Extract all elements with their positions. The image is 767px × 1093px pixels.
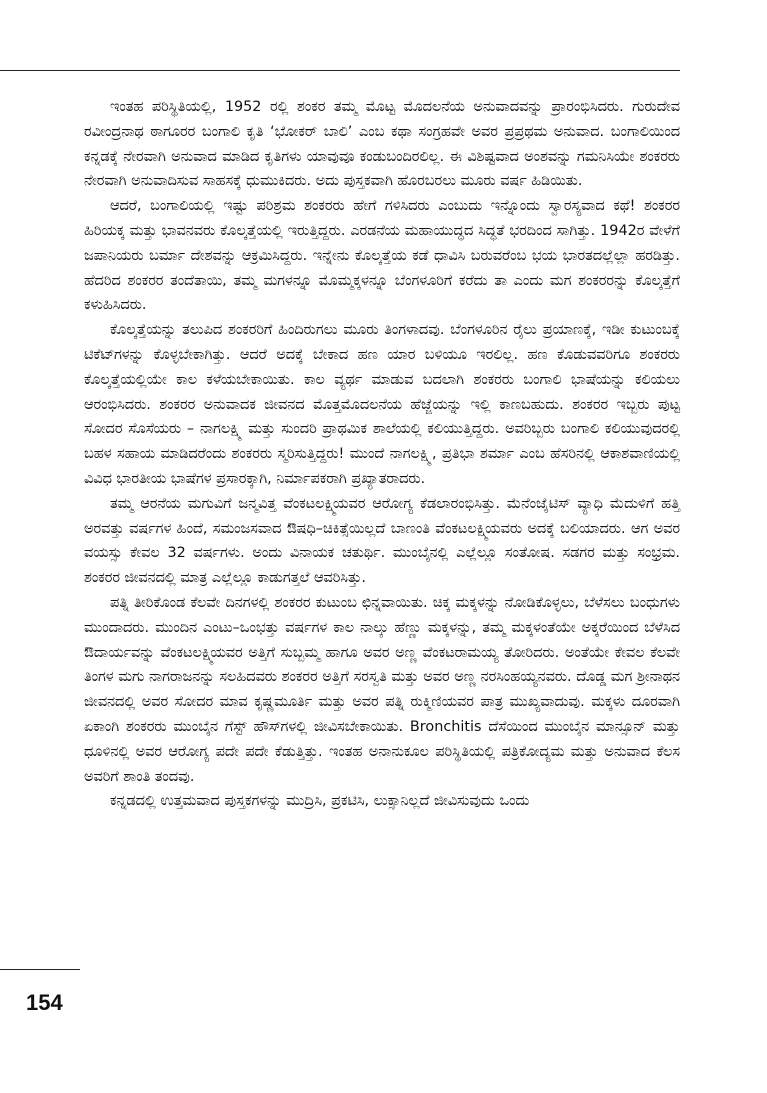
- paragraph-5: ಪತ್ನಿ ತೀರಿಕೊಂಡ ಕೆಲವೇ ದಿನಗಳಲ್ಲಿ ಶಂಕರರ ಕುಟುಂಬ ಛಿನ್ನವಾಯಿತು. ಚಿಕ್ಕ ಮಕ್ಕಳನ್ನು ನೋಡಿಕೊಳ್ಳಲು, ಬೆಳೆಸಲು ಬಂಧುಗಳು ಮುಂದಾದರು. ಮುಂದಿನ ಎಂಟು–ಒಂಭತ್ತು ವರ್ಷಗಳ ಕಾಲ ನಾಲ್ಕು ಹೆಣ್ಣು ಮಕ್ಕಳನ್ನು, ತಮ್ಮ ಮಕ್ಕಳಂತೆಯೇ ಅಕ್ಕರೆಯಿಂದ ಬೆಳೆಸಿದ ಔದಾರ್ಯವನ್ನು ವೆಂಕಟಲಕ್ಷ್ಮಿಯವರ ಅತ್ತಿಗೆ ಸುಬ್ಬಮ್ಮ ಹಾಗೂ ಅವರ ಅಣ್ಣ ವೆಂಕಟರಾಮಯ್ಯ ತೋರಿದರು. ಅಂತೆಯೇ ಕೇವಲ ಕೆಲವೇ ತಿಂಗಳ ಮಗು ನಾಗರಾಜನನ್ನು ಸಲಹಿದವರು ಶಂಕರರ ಅತ್ತಿಗೆ ಸರಸ್ವತಿ ಮತ್ತು ಅವರ ಅಣ್ಣ ನರಸಿಂಹಯ್ಯನವರು. ದೊಡ್ಡ ಮಗ ಶ್ರೀನಾಥನ ಜೀವನದಲ್ಲಿ ಅವರ ಸೋದರ ಮಾವ ಕೃಷ್ಣಮೂರ್ತಿ ಮತ್ತು ಅವರ ಪತ್ನಿ ರುಕ್ಮಿಣಿಯವರ ಪಾತ್ರ ಮುಖ್ಯವಾದುವು. ಮಕ್ಕಳು ದೂರವಾಗಿ ಏಕಾಂಗಿ ಶಂಕರರು ಮುಂಬೈನ ಗೆಸ್ಟ್ ಹೌಸ್‍ಗಳಲ್ಲಿ ಜೀವಿಸಬೇಕಾಯಿತು. Bronchitis ದೆಸೆಯಿಂದ ಮುಂಬೈನ ಮಾನ್ಸೂನ್ ಮತ್ತು ಧೂಳಿನಲ್ಲಿ ಅವರ ಆರೋಗ್ಯ ಪದೇ ಪದೇ ಕೆಡುತ್ತಿತ್ತು. ಇಂತಹ ಅನಾನುಕೂಲ ಪರಿಸ್ಥಿತಿಯಲ್ಲಿ ಪತ್ರಿಕೋದ್ಯಮ ಮತ್ತು ಅನುವಾದ ಕೆಲಸ ಅವರಿಗೆ ಶಾಂತಿ ತಂದವು.: [84, 594, 680, 785]
- paragraph-6: ಕನ್ನಡದಲ್ಲಿ ಉತ್ತಮವಾದ ಪುಸ್ತಕಗಳನ್ನು ಮುದ್ರಿಸಿ, ಪ್ರಕಟಿಸಿ, ಲುಕ್ಸಾನಿಲ್ಲದೆ ಜೀವಿಸುವುದು ಒಂದು: [110, 793, 530, 810]
- page-number: 154: [26, 990, 63, 1015]
- paragraph-1: ಇಂತಹ ಪರಿಸ್ಥಿತಿಯಲ್ಲಿ, 1952 ರಲ್ಲಿ ಶಂಕರ ತಮ್ಮ ಮೊಟ್ಟ ಮೊದಲನೆಯ ಅನುವಾದವನ್ನು ಪ್ರಾರಂಭಿಸಿದರು. ಗುರುದೇವ ರವೀಂದ್ರನಾಥ ಠಾಗೂರರ ಬಂಗಾಲಿ ಕೃತಿ ‘ಭೋಕರ್ ಬಾಲಿ’ ಎಂಬ ಕಥಾ ಸಂಗ್ರಹವೇ ಅವರ ಪ್ರಪ್ರಥಮ ಅನುವಾದ. ಬಂಗಾಲಿಯಿಂದ ಕನ್ನಡಕ್ಕೆ ನೇರವಾಗಿ ಅನುವಾದ ಮಾಡಿದ ಕೃತಿಗಳು ಯಾವುವೂ ಕಂಡುಬಂದಿರಲಿಲ್ಲ. ಈ ವಿಶಿಷ್ಟವಾದ ಅಂಶವನ್ನು ಗಮನಿಸಿಯೇ ಶಂಕರರು ನೇರವಾಗಿ ಅನುವಾದಿಸುವ ಸಾಹಸಕ್ಕೆ ಧುಮುಕಿದರು. ಅದು ಪುಸ್ತಕವಾಗಿ ಹೊರಬರಲು ಮೂರು ವರ್ಷ ಹಿಡಿಯಿತು.: [84, 99, 680, 190]
- page-body: [84, 95, 680, 814]
- paragraph-2: ಆದರೆ, ಬಂಗಾಲಿಯಲ್ಲಿ ಇಷ್ಟು ಪರಿಶ್ರಮ ಶಂಕರರು ಹೇಗೆ ಗಳಿಸಿದರು ಎಂಬುದು ಇನ್ನೊಂದು ಸ್ವಾರಸ್ಯವಾದ ಕಥೆ! ಶಂಕರರ ಹಿರಿಯಕ್ಕ ಮತ್ತು ಭಾವನವರು ಕೊಲ್ಕತ್ತೆಯಲ್ಲಿ ಇರುತ್ತಿದ್ದರು. ಎರಡನೆಯ ಮಹಾಯುದ್ಧದ ಸಿದ್ಧತೆ ಭರದಿಂದ ಸಾಗಿತ್ತು. 1942ರ ವೇಳೆಗೆ ಜಪಾನಿಯರು ಬರ್ಮಾ ದೇಶವನ್ನು ಆಕ್ರಮಿಸಿದ್ದರು. ಇನ್ನೇನು ಕೊಲ್ಕತ್ತೆಯ ಕಡೆ ಧಾವಿಸಿ ಬರುವರೆಂಬ ಭಯ ಭಾರತದಲ್ಲೆಲ್ಲಾ ಹರಡಿತ್ತು. ಹೆದರಿದ ಶಂಕರರ ತಂದೆತಾಯಿ, ತಮ್ಮ ಮಗಳನ್ನೂ ಮೊಮ್ಮಕ್ಕಳನ್ನೂ ಬೆಂಗಳೂರಿಗೆ ಕರೆದು ತಾ ಎಂದು ಮಗ ಶಂಕರರನ್ನು ಕೊಲ್ಕತ್ತೆಗೆ ಕಳುಹಿಸಿದರು.: [84, 198, 680, 314]
- paragraph-3: ಕೊಲ್ಕತ್ತೆಯನ್ನು ತಲುಪಿದ ಶಂಕರರಿಗೆ ಹಿಂದಿರುಗಲು ಮೂರು ತಿಂಗಳಾದವು. ಬೆಂಗಳೂರಿನ ರೈಲು ಪ್ರಯಾಣಕ್ಕೆ, ಇಡೀ ಕುಟುಂಬಕ್ಕೆ ಟಿಕೆಟ್‍ಗಳನ್ನು ಕೊಳ್ಳಬೇಕಾಗಿತ್ತು. ಆದರೆ ಅದಕ್ಕೆ ಬೇಕಾದ ಹಣ ಯಾರ ಬಳಿಯೂ ಇರಲಿಲ್ಲ. ಹಣ ಕೊಡುವವರಿಗೂ ಶಂಕರರು ಕೊಲ್ಕತ್ತೆಯಲ್ಲಿಯೇ ಕಾಲ ಕಳೆಯಬೇಕಾಯಿತು. ಕಾಲ ವ್ಯರ್ಥ ಮಾಡುವ ಬದಲಾಗಿ ಶಂಕರರು ಬಂಗಾಲಿ ಭಾಷೆಯನ್ನು ಕಲಿಯಲು ಆರಂಭಿಸಿದರು. ಶಂಕರರ ಅನುವಾದಕ ಜೀವನದ ಮೊತ್ತಮೊದಲನೆಯ ಹೆಜ್ಜೆಯನ್ನು ಇಲ್ಲಿ ಕಾಣಬಹುದು. ಶಂಕರರ ಇಬ್ಬರು ಪುಟ್ಟ ಸೋದರ ಸೊಸೆಯರು – ನಾಗಲಕ್ಷ್ಮಿ ಮತ್ತು ಸುಂದರಿ ಪ್ರಾಥಮಿಕ ಶಾಲೆಯಲ್ಲಿ ಕಲಿಯುತ್ತಿದ್ದರು. ಅವರಿಬ್ಬರು ಬಂಗಾಲಿ ಕಲಿಯುವುದರಲ್ಲಿ ಬಹಳ ಸಹಾಯ ಮಾಡಿದರೆಂದು ಶಂಕರರು ಸ್ಮರಿಸುತ್ತಿದ್ದರು! ಮುಂದೆ ನಾಗಲಕ್ಷ್ಮಿ, ಪ್ರತಿಭಾ ಶರ್ಮಾ ಎಂಬ ಹೆಸರಿನಲ್ಲಿ ಆಕಾಶವಾಣಿಯಲ್ಲಿ ವಿವಿಧ ಭಾರತೀಯ ಭಾಷೆಗಳ ಪ್ರಸಾರಕ್ಕಾಗಿ, ನಿರ್ಮಾಪಕರಾಗಿ ಪ್ರಖ್ಯಾತರಾದರು.: [84, 322, 680, 487]
- header-rule: [0, 70, 680, 71]
- footer-rule: [0, 969, 80, 970]
- paragraph-4: ತಮ್ಮ ಆರನೆಯ ಮಗುವಿಗೆ ಜನ್ಮವಿತ್ತ ವೆಂಕಟಲಕ್ಷ್ಮಿಯವರ ಆರೋಗ್ಯ ಕೆಡಲಾರಂಭಿಸಿತ್ತು. ಮೆನೆಂಜೈಟಿಸ್ ವ್ಯಾಧಿ ಮೆದುಳಿಗೆ ಹತ್ತಿ ಅರವತ್ತು ವರ್ಷಗಳ ಹಿಂದೆ, ಸಮಂಜಸವಾದ ಔಷಧಿ–ಚಿಕಿತ್ಸೆಯಿಲ್ಲದೆ ಬಾಣಂತಿ ವೆಂಕಟಲಕ್ಷ್ಮಿಯವರು ಅದಕ್ಕೆ ಬಲಿಯಾದರು. ಆಗ ಅವರ ವಯಸ್ಸು ಕೇವಲ 32 ವರ್ಷಗಳು. ಅಂದು ವಿನಾಯಕ ಚತುರ್ಥಿ. ಮುಂಬೈನಲ್ಲಿ ಎಲ್ಲೆಲ್ಲೂ ಸಂತೋಷ. ಸಡಗರ ಮತ್ತು ಸಂಭ್ರಮ. ಶಂಕರರ ಜೀವನದಲ್ಲಿ ಮಾತ್ರ ಎಲ್ಲೆಲ್ಲೂ ಕಾಡುಗತ್ತಲೆ ಆವರಿಸಿತ್ತು.: [84, 495, 680, 587]
